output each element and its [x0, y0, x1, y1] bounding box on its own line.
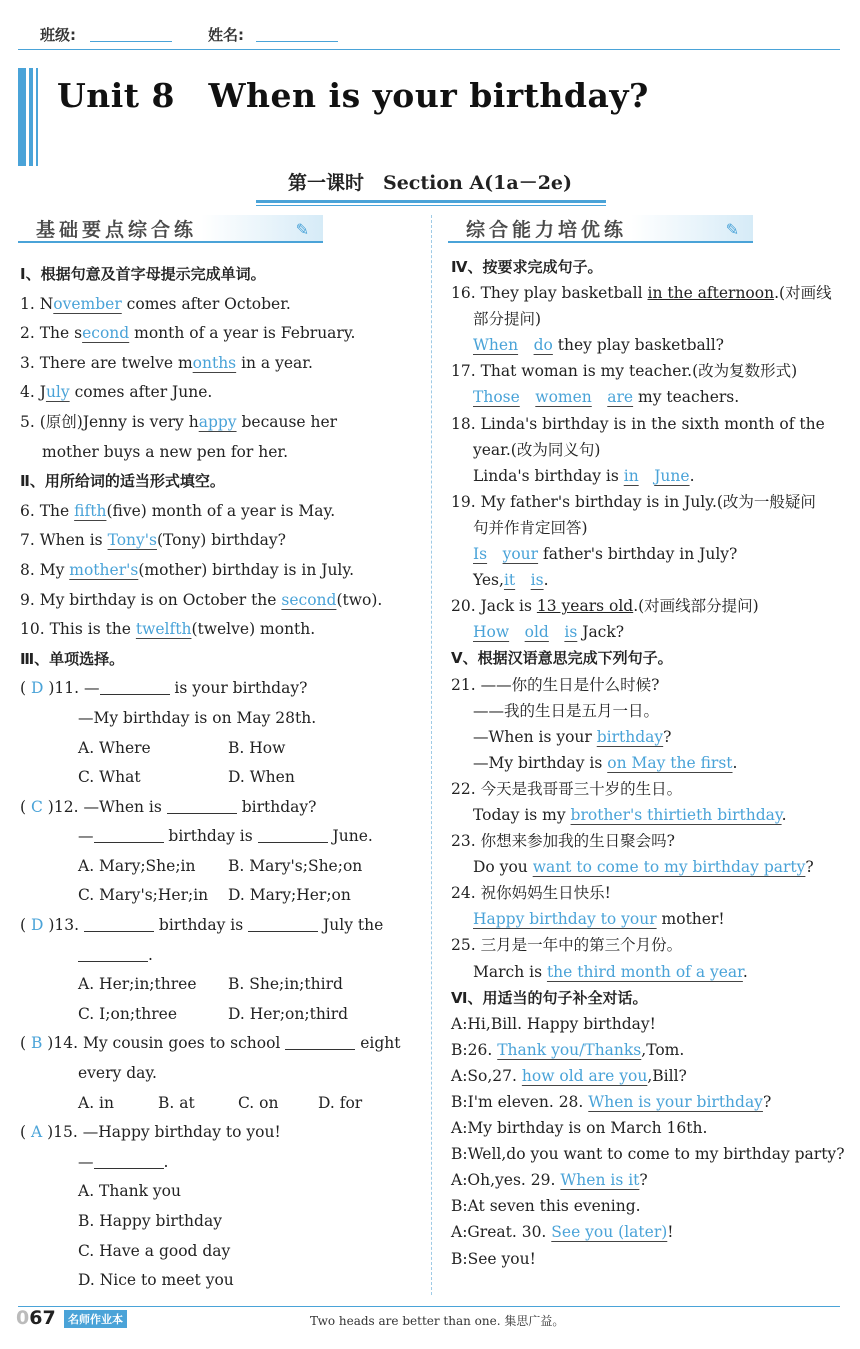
left-banner: 基础要点综合练 ✎ — [18, 215, 323, 243]
name-label: 姓名: — [208, 26, 244, 44]
part1-title: Ⅰ、根据句意及首字母提示完成单词。 — [20, 265, 266, 283]
part5-title: Ⅴ、根据汉语意思完成下列句子。 — [451, 649, 673, 668]
question-10: 10. This is the twelfth(twelve) month. — [20, 620, 316, 639]
column-divider — [431, 215, 432, 1295]
dialog-line: B:26. Thank you/Thanks,Tom. — [451, 1040, 685, 1059]
part2-title: Ⅱ、用所给词的适当形式填空。 — [20, 472, 225, 491]
footer-motto: Two heads are better than one. 集思广益。 — [310, 1314, 565, 1328]
header-bar — [18, 22, 840, 50]
part6-title: Ⅵ、用适当的句子补全对话。 — [451, 988, 648, 1007]
question-23: 23. 你想来参加我的生日聚会吗? — [451, 832, 675, 851]
page-number: 067 — [16, 1307, 56, 1329]
question-19: 19. My father's birthday is in July.(改为一般疑问 — [451, 492, 816, 511]
left-column: Ⅰ、根据句意及首字母提示完成单词。 1. November comes after October. 2. The second month of a year is February. 3. There are twelve months in a year. 4. July comes after June. 5. (原创)Jenny is very happy because her mother buys a new pen for her. Ⅱ、用所给词的适当形式填空。 6. The fifth(five) month of a year is May. 7. When is Tony's(Tony) birthday? 8. My mother's(mother) birthday is in July. 9. My birthday is on October the second(two). 10. This is the twelfth(twelve) month. Ⅲ、单项选择。 ( D )11. — is your birthday? —My birthday is on May 28th. A. Where B. How C. What D. When ( C )12. —When is birthday? — birthday is June. A. Mary;She;in B. Mary's;She;on C. Mary's;Her;in D. Mary;Her;on ( D )13. birthday is July the . A. Her;in;three B. She;in;third C. I;on;three D. Her;on;third ( B )14. My cousin goes to school eight every day. A. in B. at C. on D. for ( A )15. —Happy birthday to you! — . A. Thank you B. Happy birthday C. Have a good day D. Nice to meet you — [20, 260, 415, 1296]
dialog-line: B:See you! — [451, 1249, 536, 1268]
part3-title: Ⅲ、单项选择。 — [20, 649, 125, 668]
question-21: 21. ——你的生日是什么时候? — [451, 675, 660, 694]
class-label: 班级: — [40, 26, 76, 44]
question-5: 5. (原创)Jenny is very happy because her — [20, 412, 338, 431]
right-column: Ⅳ、按要求完成句子。 16. They play basketball in the afternoon.(对画线 部分提问) When do they play basketball? 17. That woman is my teacher.(改为复数形式) Those women are my teachers. 18. Linda's birthday is in the sixth month of the year.(改为同义句) Linda's birthday is in June. 19. My father's birthday is in July.(改为一般疑问 句并作肯定回答) Is your father's birthday in July? Yes,it is. 20. Jack is 13 years old.(对画线部分提问) How old is Jack? Ⅴ、根据汉语意思完成下列句子。 21. ——你的生日是什么时候? ——我的生日是五月一日。 —When is your birthday? —My birthday is on May the first. 22. 今天是我哥哥三十岁的生日。 Today is my brother's thirtieth birthday. 23. 你想来参加我的生日聚会吗? Do you want to come to my birthday party? 24. 祝你妈妈生日快乐! Happy birthday to your mother! 25. 三月是一年中的第三个月份。 March is the third month of a year. Ⅵ、用适当的句子补全对话。 A:Hi,Bill. Happy birthday! B:26. Thank you/Thanks,Tom. A:So,27. how old are you,Bill? B:I'm eleven. 28. When is your birthday? A:My birthday is on March 16th. B:Well,do you want to come to my birthday party? A:Oh,yes. 29. When is it? B:At seven this evening. A:Great. 30. See you (later)! B:See you! — [451, 254, 846, 1272]
question-15: ( A )15. —Happy birthday to you! — [20, 1123, 281, 1142]
dialog-line: B:I'm eleven. 28. When is your birthday? — [451, 1093, 772, 1111]
question-13: ( D )13. birthday is July the — [20, 916, 384, 935]
dialog-line: A:So,27. how old are you,Bill? — [451, 1066, 687, 1085]
name-field[interactable] — [256, 41, 338, 42]
question-16: 16. They play basketball in the afternoon.(对画线 — [451, 284, 832, 303]
right-banner: 综合能力培优练 ✎ — [448, 215, 753, 243]
question-1: 1. November comes after October. — [20, 294, 291, 313]
part4-title: Ⅳ、按要求完成句子。 — [451, 258, 603, 276]
book-badge: 名师作业本 — [64, 1310, 127, 1328]
dialog-line: A:Oh,yes. 29. When is it? — [451, 1171, 648, 1190]
question-8: 8. My mother's(mother) birthday is in July. — [20, 560, 355, 579]
page-footer — [18, 1306, 840, 1328]
question-14: ( B )14. My cousin goes to school eight — [20, 1034, 401, 1053]
pencil-icon: ✎ — [725, 220, 739, 239]
unit-title: Unit 8 When is your birthday? — [57, 76, 649, 115]
question-20: 20. Jack is 13 years old.(对画线部分提问) — [451, 597, 759, 616]
question-11: ( D )11. — is your birthday? — [20, 679, 308, 698]
dialog-line: A:Hi,Bill. Happy birthday! — [451, 1014, 656, 1033]
question-24: 24. 祝你妈妈生日快乐! — [451, 884, 611, 903]
dialog-line: B:At seven this evening. — [451, 1197, 641, 1216]
question-2: 2. The second month of a year is February. — [20, 324, 356, 343]
section-title: 第一课时 Section A(1a－2e) — [287, 172, 573, 194]
unit-decor-bars — [18, 68, 40, 166]
question-9: 9. My birthday is on October the second(two). — [20, 590, 383, 609]
dialog-line: B:Well,do you want to come to my birthday party? — [451, 1145, 845, 1164]
dialog-line: A:Great. 30. See you (later)! — [451, 1223, 674, 1242]
section-underline — [256, 200, 606, 203]
question-4: 4. July comes after June. — [20, 383, 213, 402]
question-18: 18. Linda's birthday is in the sixth month of the — [451, 414, 825, 433]
question-7: 7. When is Tony's(Tony) birthday? — [20, 531, 286, 550]
dialog-line: A:My birthday is on March 16th. — [451, 1119, 708, 1138]
pencil-icon: ✎ — [295, 220, 309, 239]
question-12: ( C )12. —When is birthday? — [20, 797, 317, 816]
question-6: 6. The fifth(five) month of a year is May. — [20, 501, 336, 520]
question-3: 3. There are twelve months in a year. — [20, 353, 313, 372]
question-25: 25. 三月是一年中的第三个月份。 — [451, 936, 683, 955]
question-22: 22. 今天是我哥哥三十岁的生日。 — [451, 779, 683, 798]
question-17: 17. That woman is my teacher.(改为复数形式) — [451, 362, 798, 381]
class-field[interactable] — [90, 41, 172, 42]
